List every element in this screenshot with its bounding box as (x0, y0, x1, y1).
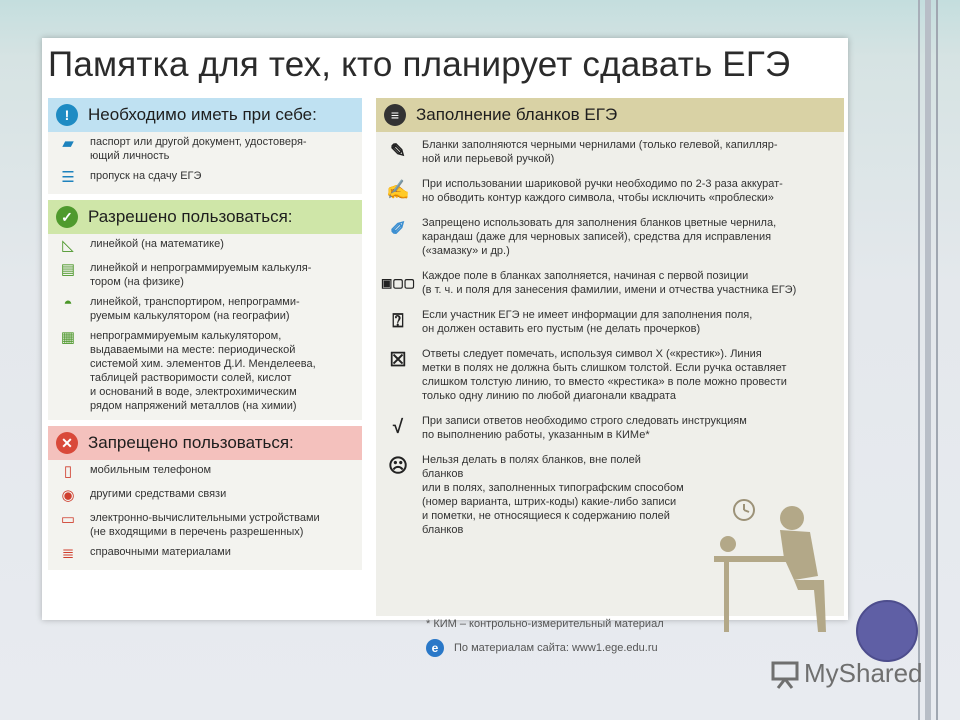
myshared-logo (770, 658, 923, 689)
item-text: справочными материалами (90, 546, 231, 558)
checkbox-cross-icon: ☒ (389, 350, 407, 371)
colored-pencils-icon: ✐ (390, 219, 406, 240)
empty-field-icon: ⍰ (392, 311, 404, 332)
list-item (48, 326, 362, 416)
list-item (48, 132, 362, 166)
item-text: Запрещено использовать для заполнения бланков цветные чернила, карандаш (даже для черновых записей), средства для исправления («замазку» и др.) (422, 217, 777, 257)
item-text: линейкой и непрограммируемым калькуля- тором (на физике) (90, 262, 312, 288)
calculator-icon: ▦ (60, 329, 76, 346)
allowed-section (48, 200, 362, 420)
protractor-icon: ◓ (63, 295, 73, 312)
frame-line (918, 0, 920, 720)
laptop-icon: ▭ (60, 511, 76, 528)
exclamation-icon: ! (56, 104, 78, 126)
decorative-circle (856, 600, 918, 662)
list-item (376, 263, 844, 302)
pen-icon: ✎ (390, 141, 406, 162)
forms-header (376, 98, 844, 132)
communication-icon: ◉ (61, 487, 75, 504)
list-item (48, 484, 362, 508)
item-text: Ответы следует помечать, используя символ X («крестик»). Линия метки в полях не должна быть слишком толстой. Если ручка оставляет слишком толстую линию, то вместо «крестика» в поле можно провести только одну линию по любой диагонали квадрата (422, 348, 787, 402)
item-text: линейкой (на математике) (90, 238, 224, 250)
list-item (48, 542, 362, 566)
list-item (376, 132, 844, 171)
item-text: пропуск на сдачу ЕГЭ (90, 170, 202, 182)
list-item (376, 447, 690, 542)
list-item (376, 210, 844, 263)
poster-title: Памятка для тех, кто планирует сдавать ЕГЭ (48, 45, 791, 84)
forbidden-header-label: Запрещено пользоваться: (88, 433, 294, 452)
list-item (376, 302, 844, 341)
item-text: Каждое поле в бланках заполняется, начиная с первой позиции (в т. ч. и поля для занесения фамилии, имени и отчества участника ЕГЭ) (422, 270, 797, 296)
no-notes-icon: ☹ (388, 456, 408, 477)
forbidden-section (48, 426, 362, 570)
calculator-ruler-icon: ▤ (60, 261, 76, 278)
item-text: непрограммируемым калькулятором, выдаваемыми на месте: периодической системой хим. элементов Д.И. Менделеева, таблицей растворимости солей, кислот и оснований в воде, электрохимическим рядом напряжений металлов (на химии) (90, 330, 316, 412)
pass-card-icon: ☰ (61, 169, 75, 186)
ruler-icon: ◺ (62, 237, 74, 254)
item-text: электронно-вычислительными устройствами (не входящими в перечень разрешенных) (90, 512, 320, 538)
list-icon: ≡ (384, 104, 406, 126)
list-item (48, 166, 362, 190)
item-text: При использовании шариковой ручки необходимо по 2-3 раза аккурат- но обводить контур каждого символа, чтобы исключить «проблески» (422, 178, 783, 204)
list-item (48, 234, 362, 258)
cells-icon: ▣▢▢ (381, 276, 416, 290)
forms-header-label: Заполнение бланков ЕГЭ (416, 105, 618, 124)
need-header (48, 98, 362, 132)
list-item (376, 408, 844, 447)
passport-icon: ▰ (62, 135, 74, 152)
allowed-header-label: Разрешено пользоваться: (88, 207, 293, 226)
list-item (48, 292, 362, 326)
item-text: паспорт или другой документ, удостоверя- ющий личность (90, 136, 307, 162)
footnote: * КИМ – контрольно-измерительный материал (426, 618, 664, 630)
cross-icon: ✕ (56, 432, 78, 454)
memo-poster (42, 38, 848, 655)
item-text: Если участник ЕГЭ не имеет информации для заполнения поля, он должен оставить его пустым (не делать прочерков) (422, 309, 753, 335)
item-text: другими средствами связи (90, 488, 227, 500)
list-item (48, 258, 362, 292)
internet-explorer-icon: e (426, 639, 444, 657)
mobile-phone-icon: ▯ (63, 463, 73, 480)
books-icon: ≣ (61, 545, 75, 562)
list-item (376, 341, 844, 408)
allowed-header (48, 200, 362, 234)
frame-line (936, 0, 938, 720)
item-text: При записи ответов необходимо строго следовать инструкциям по выполнению работы, указанным в КИМе* (422, 415, 747, 441)
student-at-desk-icon (714, 498, 834, 638)
formula-icon: √ (392, 417, 404, 438)
left-column (48, 98, 362, 576)
source-text: По материалам сайта: www1.ege.edu.ru (454, 642, 658, 654)
list-item (48, 508, 362, 542)
logo-text: MyShared (804, 658, 923, 688)
list-item (48, 460, 362, 484)
right-column (376, 98, 844, 655)
presentation-icon (770, 659, 800, 689)
source-line (426, 639, 658, 657)
need-header-label: Необходимо иметь при себе: (88, 105, 317, 124)
double-stroke-icon: ✍ (386, 180, 410, 201)
need-section (48, 98, 362, 194)
item-text: линейкой, транспортиром, непрограмми- руемым калькулятором (на географии) (90, 296, 300, 322)
item-text: мобильным телефоном (90, 464, 211, 476)
forbidden-header (48, 426, 362, 460)
item-text: Бланки заполняются черными чернилами (только гелевой, капилляр- ной или перьевой ручкой) (422, 139, 778, 165)
item-text: Нельзя делать в полях бланков, вне полей бланков или в полях, заполненных типографским способом (номер варианта, штрих-коды) какие-либо записи и пометки, не относящиеся к содержанию полей бланков (422, 454, 684, 536)
list-item (376, 171, 844, 210)
check-icon: ✓ (56, 206, 78, 228)
frame-line (925, 0, 931, 720)
